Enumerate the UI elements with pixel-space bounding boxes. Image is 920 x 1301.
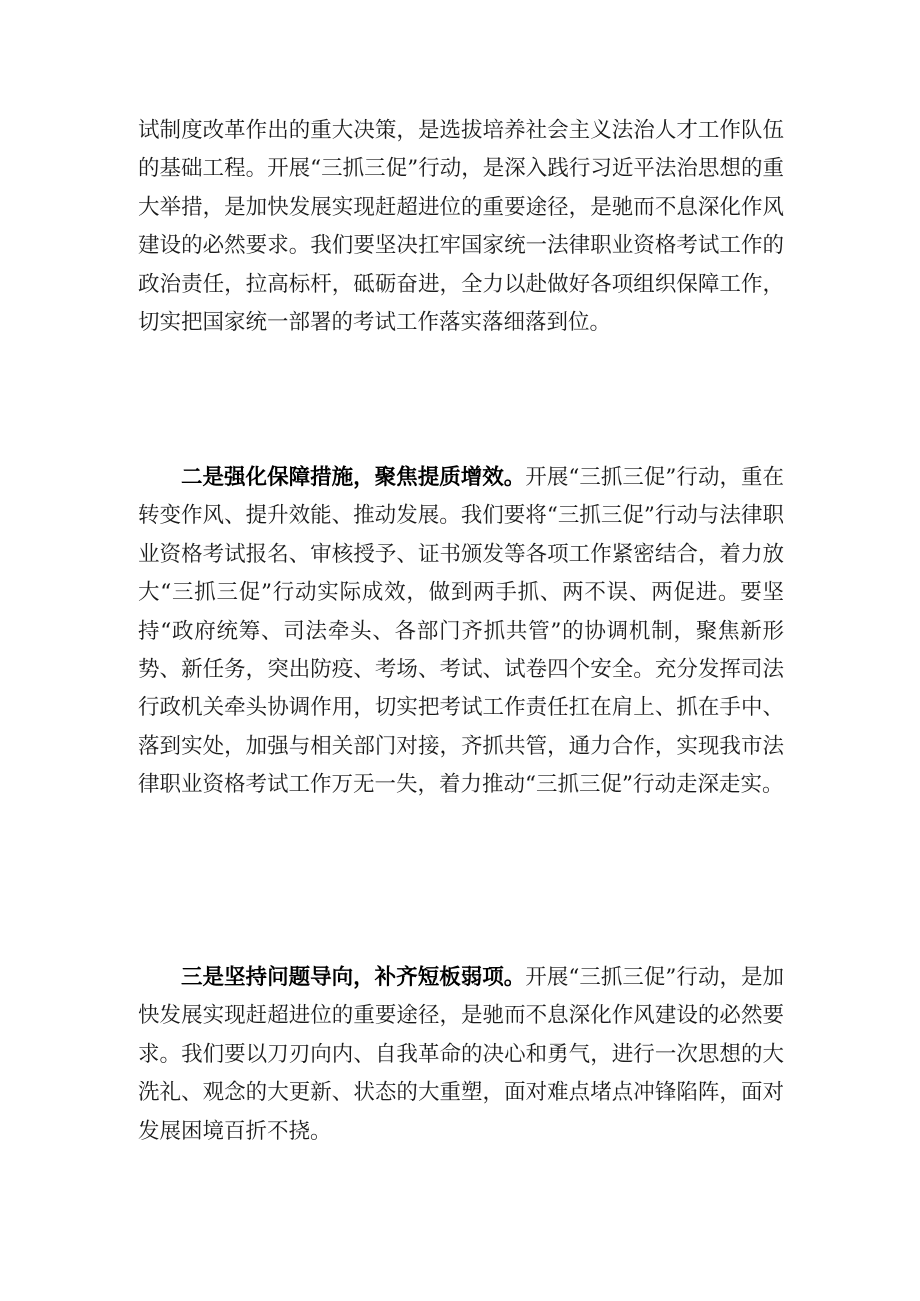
paragraph-heading: 三是坚持问题导向，补齐短板弱项。	[181, 965, 526, 990]
paragraph-text: 试制度改革作出的重大决策，是选拔培养社会主义法治人才工作队伍的基础工程。开展“三抓三促”行动，是深入践行习近平法治思想的重大举措，是加快发展实现赶超进位的重要途径，是驰而不息深化作风建设的必然要求。我们要坚决扛牢国家统一法律职业资格考试工作的政治责任，拉高标杆，砥砺奋进，全力以赴做好各项组织保障工作，切实把国家统一部署的考试工作落实落细落到位。	[138, 118, 784, 336]
paragraph-problem-oriented	[138, 959, 784, 1151]
paragraph-continuation	[138, 112, 784, 342]
paragraph-heading: 二是强化保障措施，聚焦提质增效。	[181, 465, 526, 490]
paragraph-strengthen-measures	[138, 459, 784, 805]
paragraph-text: 开展“三抓三促”行动，重在转变作风、提升效能、推动发展。我们要将“三抓三促”行动与法律职业资格考试报名、审核授予、证书颁发等各项工作紧密结合，着力放大“三抓三促”行动实际成效，做到两手抓、两不误、两促进。要坚持“政府统筹、司法牵头、各部门齐抓共管”的协调机制，聚焦新形势、新任务，突出防疫、考场、考试、试卷四个安全。充分发挥司法行政机关牵头协调作用，切实把考试工作责任扛在肩上、抓在手中、落到实处，加强与相关部门对接，齐抓共管，通力合作，实现我市法律职业资格考试工作万无一失，着力推动“三抓三促”行动走深走实。	[138, 465, 784, 798]
paragraph-text: 开展“三抓三促”行动，是加快发展实现赶超进位的重要途径，是驰而不息深化作风建设的必然要求。我们要以刀刃向内、自我革命的决心和勇气，进行一次思想的大洗礼、观念的大更新、状态的大重塑，面对难点堵点冲锋陷阵，面对发展困境百折不挠。	[138, 965, 784, 1144]
